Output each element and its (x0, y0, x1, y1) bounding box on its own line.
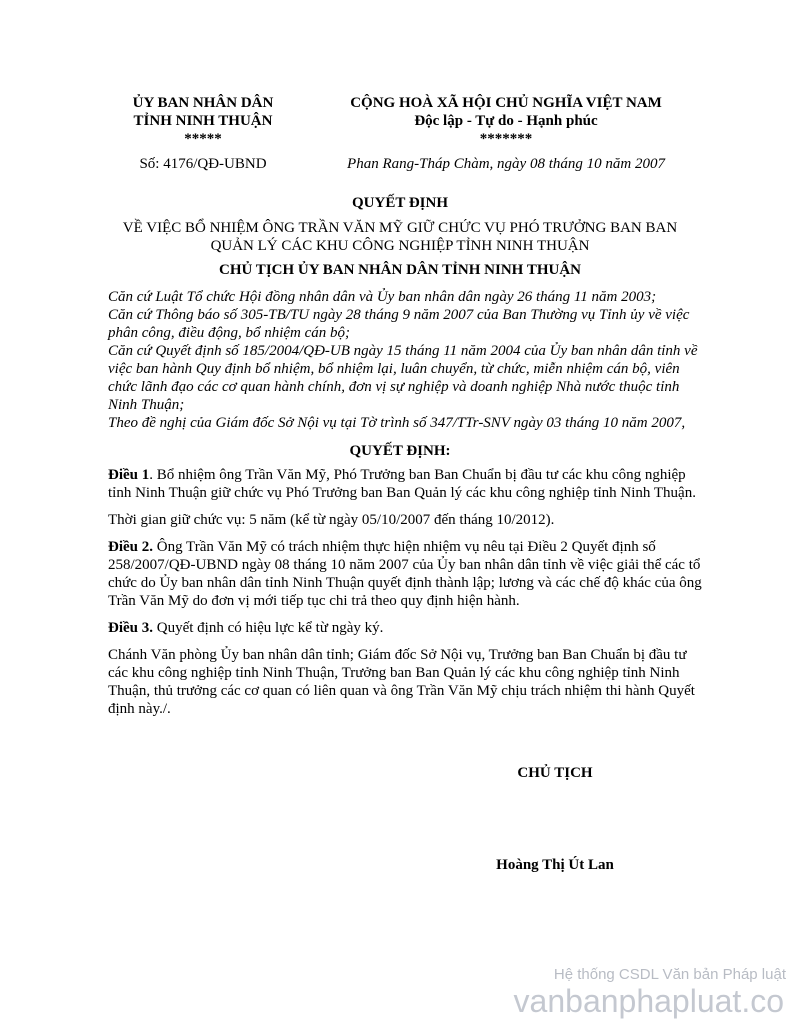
issuer-title: CHỦ TỊCH ỦY BAN NHÂN DÂN TỈNH NINH THUẬN (219, 262, 581, 278)
signatory-name: Hoàng Thị Út Lan (496, 857, 614, 873)
legal-basis: Căn cứ Luật Tổ chức Hội đồng nhân dân và Ủy ban nhân dân ngày 26 tháng 11 năm 2003; (108, 289, 657, 305)
decision-heading: QUYẾT ĐỊNH: (349, 443, 451, 459)
issuing-authority-block (108, 94, 298, 173)
article-3 (108, 619, 708, 637)
subject-line-1: VỀ VIỆC BỔ NHIỆM ÔNG TRẦN VĂN MỸ GIỮ CHỨC VỤ PHÓ TRƯỞNG BAN BAN (122, 220, 678, 236)
motto: Độc lập - Tự do - Hạnh phúc (414, 113, 598, 129)
legal-basis: Theo đề nghị của Giám đốc Sở Nội vụ tại Tờ trình số 347/TTr-SNV ngày 03 tháng 10 năm 2007, (108, 415, 686, 431)
article-1-term: Thời gian giữ chức vụ: 5 năm (kể từ ngày 05/10/2007 đến tháng 10/2012). (108, 512, 555, 528)
document-number: Số: 4176/QĐ-UBND (139, 156, 267, 172)
authority-stars: ***** (184, 131, 222, 147)
article-2-text: Ông Trần Văn Mỹ có trách nhiệm thực hiện nhiệm vụ nêu tại Điều 2 Quyết định số 258/2007/QĐ-UBND ngày 08 tháng 10 năm 2007 của Ủy ban nhân dân tỉnh về việc giải thể các tổ chức do Ủy ban nhân dân tỉnh Ninh Thuận quyết định thành lập; lương và các chế độ khác của ông Trần Văn Mỹ do đơn vị mới tiếp tục chi trả theo quy định hiện hành. (108, 539, 702, 609)
article-3-label: Điều 3. (108, 620, 153, 636)
article-1-label: Điều 1 (108, 467, 150, 483)
document-type: QUYẾT ĐỊNH (352, 195, 448, 211)
authority-line-1: ỦY BAN NHÂN DÂN (132, 95, 274, 111)
motto-stars: ******* (479, 131, 533, 147)
watermark-line-1: Hệ thống CSDL Văn bản Pháp luật (553, 966, 786, 983)
signatory-title: CHỦ TỊCH (517, 765, 593, 781)
article-1-text: . Bổ nhiệm ông Trần Văn Mỹ, Phó Trưởng ban Ban Chuẩn bị đầu tư các khu công nghiệp tỉnh Ninh Thuận giữ chức vụ Phó Trưởng ban Ban Quản lý các khu công nghiệp tỉnh Ninh Thuận. (108, 467, 696, 501)
subject-line-2: QUẢN LÝ CÁC KHU CÔNG NGHIỆP TỈNH NINH THUẬN (210, 238, 590, 254)
place-and-date: Phan Rang-Tháp Chàm, ngày 08 tháng 10 năm 2007 (347, 156, 665, 172)
article-2 (108, 538, 708, 610)
legal-basis: Căn cứ Quyết định số 185/2004/QĐ-UB ngày 15 tháng 11 năm 2004 của Ủy ban nhân dân tỉnh về việc ban hành Quy định bổ nhiệm, bổ nhiệm lại, luân chuyển, từ chức, miễn nhiệm cán bộ, viên chức lãnh đạo các cơ quan hành chính, đơn vị sự nghiệp và doanh nghiệp Nhà nước thuộc tỉnh Ninh Thuận; (108, 343, 698, 413)
article-3-text: Quyết định có hiệu lực kể từ ngày ký. (153, 620, 384, 636)
article-2-label: Điều 2. (108, 539, 153, 555)
legal-basis: Căn cứ Thông báo số 305-TB/TU ngày 28 tháng 9 năm 2007 của Ban Thường vụ Tỉnh ủy về việc phân công, điều động, bổ nhiệm cán bộ; (108, 307, 690, 341)
authority-line-2: TỈNH NINH THUẬN (133, 113, 273, 129)
execution-clause: Chánh Văn phòng Ủy ban nhân dân tỉnh; Giám đốc Sở Nội vụ, Trưởng ban Ban Chuẩn bị đầu tư các khu công nghiệp tỉnh Ninh Thuận, Trưởng ban Ban Quản lý các khu công nghiệp tỉnh Ninh Thuận, thủ trưởng các cơ quan có liên quan và ông Trần Văn Mỹ chịu trách nhiệm thi hành Quyết định này./. (108, 647, 695, 717)
legal-bases (108, 288, 708, 432)
articles (108, 466, 708, 727)
national-header-block (316, 94, 696, 173)
watermark-line-2: vanbanphapluat.co (513, 983, 784, 1019)
country-name: CỘNG HOÀ XÃ HỘI CHỦ NGHĨA VIỆT NAM (350, 95, 662, 111)
article-1 (108, 466, 708, 502)
document-subject (90, 219, 710, 255)
